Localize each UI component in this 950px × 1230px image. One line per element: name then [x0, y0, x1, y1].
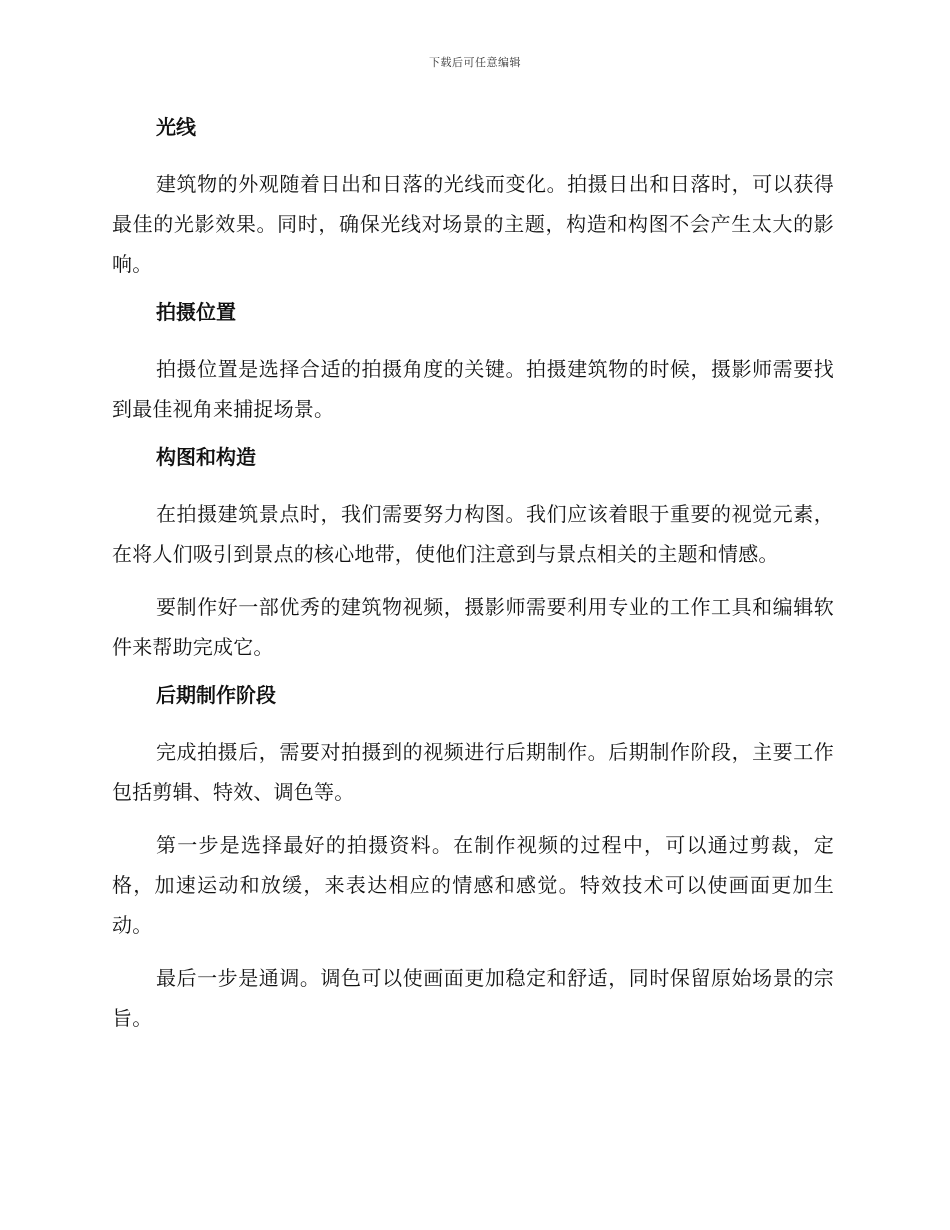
paragraph: 第一步是选择最好的拍摄资料。在制作视频的过程中，可以通过剪裁，定格，加速运动和放缓，来表达相应的情感和感觉。特效技术可以使画面更加生动。 — [112, 833, 834, 937]
section-heading: 光线 — [156, 115, 196, 139]
section-heading: 后期制作阶段 — [156, 683, 276, 707]
paragraph: 最后一步是通调。调色可以使画面更加稳定和舒适，同时保留原始场景的宗旨。 — [112, 966, 834, 1030]
paragraph: 建筑物的外观随着日出和日落的光线而变化。拍摄日出和日落时，可以获得最佳的光影效果。同时，确保光线对场景的主题，构造和构图不会产生太大的影响。 — [112, 172, 834, 276]
section-post-production — [112, 680, 834, 1038]
section-heading: 构图和构造 — [156, 445, 256, 469]
section-composition — [112, 442, 834, 667]
section-heading: 拍摄位置 — [156, 300, 236, 324]
paragraph: 在拍摄建筑景点时，我们需要努力构图。我们应该着眼于重要的视觉元素，在将人们吸引到景点的核心地带，使他们注意到与景点相关的主题和情感。 — [112, 502, 834, 566]
paragraph: 完成拍摄后，需要对拍摄到的视频进行后期制作。后期制作阶段，主要工作包括剪辑、特效、调色等。 — [112, 740, 834, 804]
page-header: 下载后可任意编辑 — [429, 56, 521, 69]
section-lighting — [112, 112, 834, 284]
paragraph: 要制作好一部优秀的建筑物视频，摄影师需要利用专业的工作工具和编辑软件来帮助完成它。 — [112, 595, 834, 659]
document-body — [112, 112, 834, 1051]
section-shooting-position — [112, 297, 834, 429]
paragraph: 拍摄位置是选择合适的拍摄角度的关键。拍摄建筑物的时候，摄影师需要找到最佳视角来捕捉场景。 — [112, 357, 834, 421]
